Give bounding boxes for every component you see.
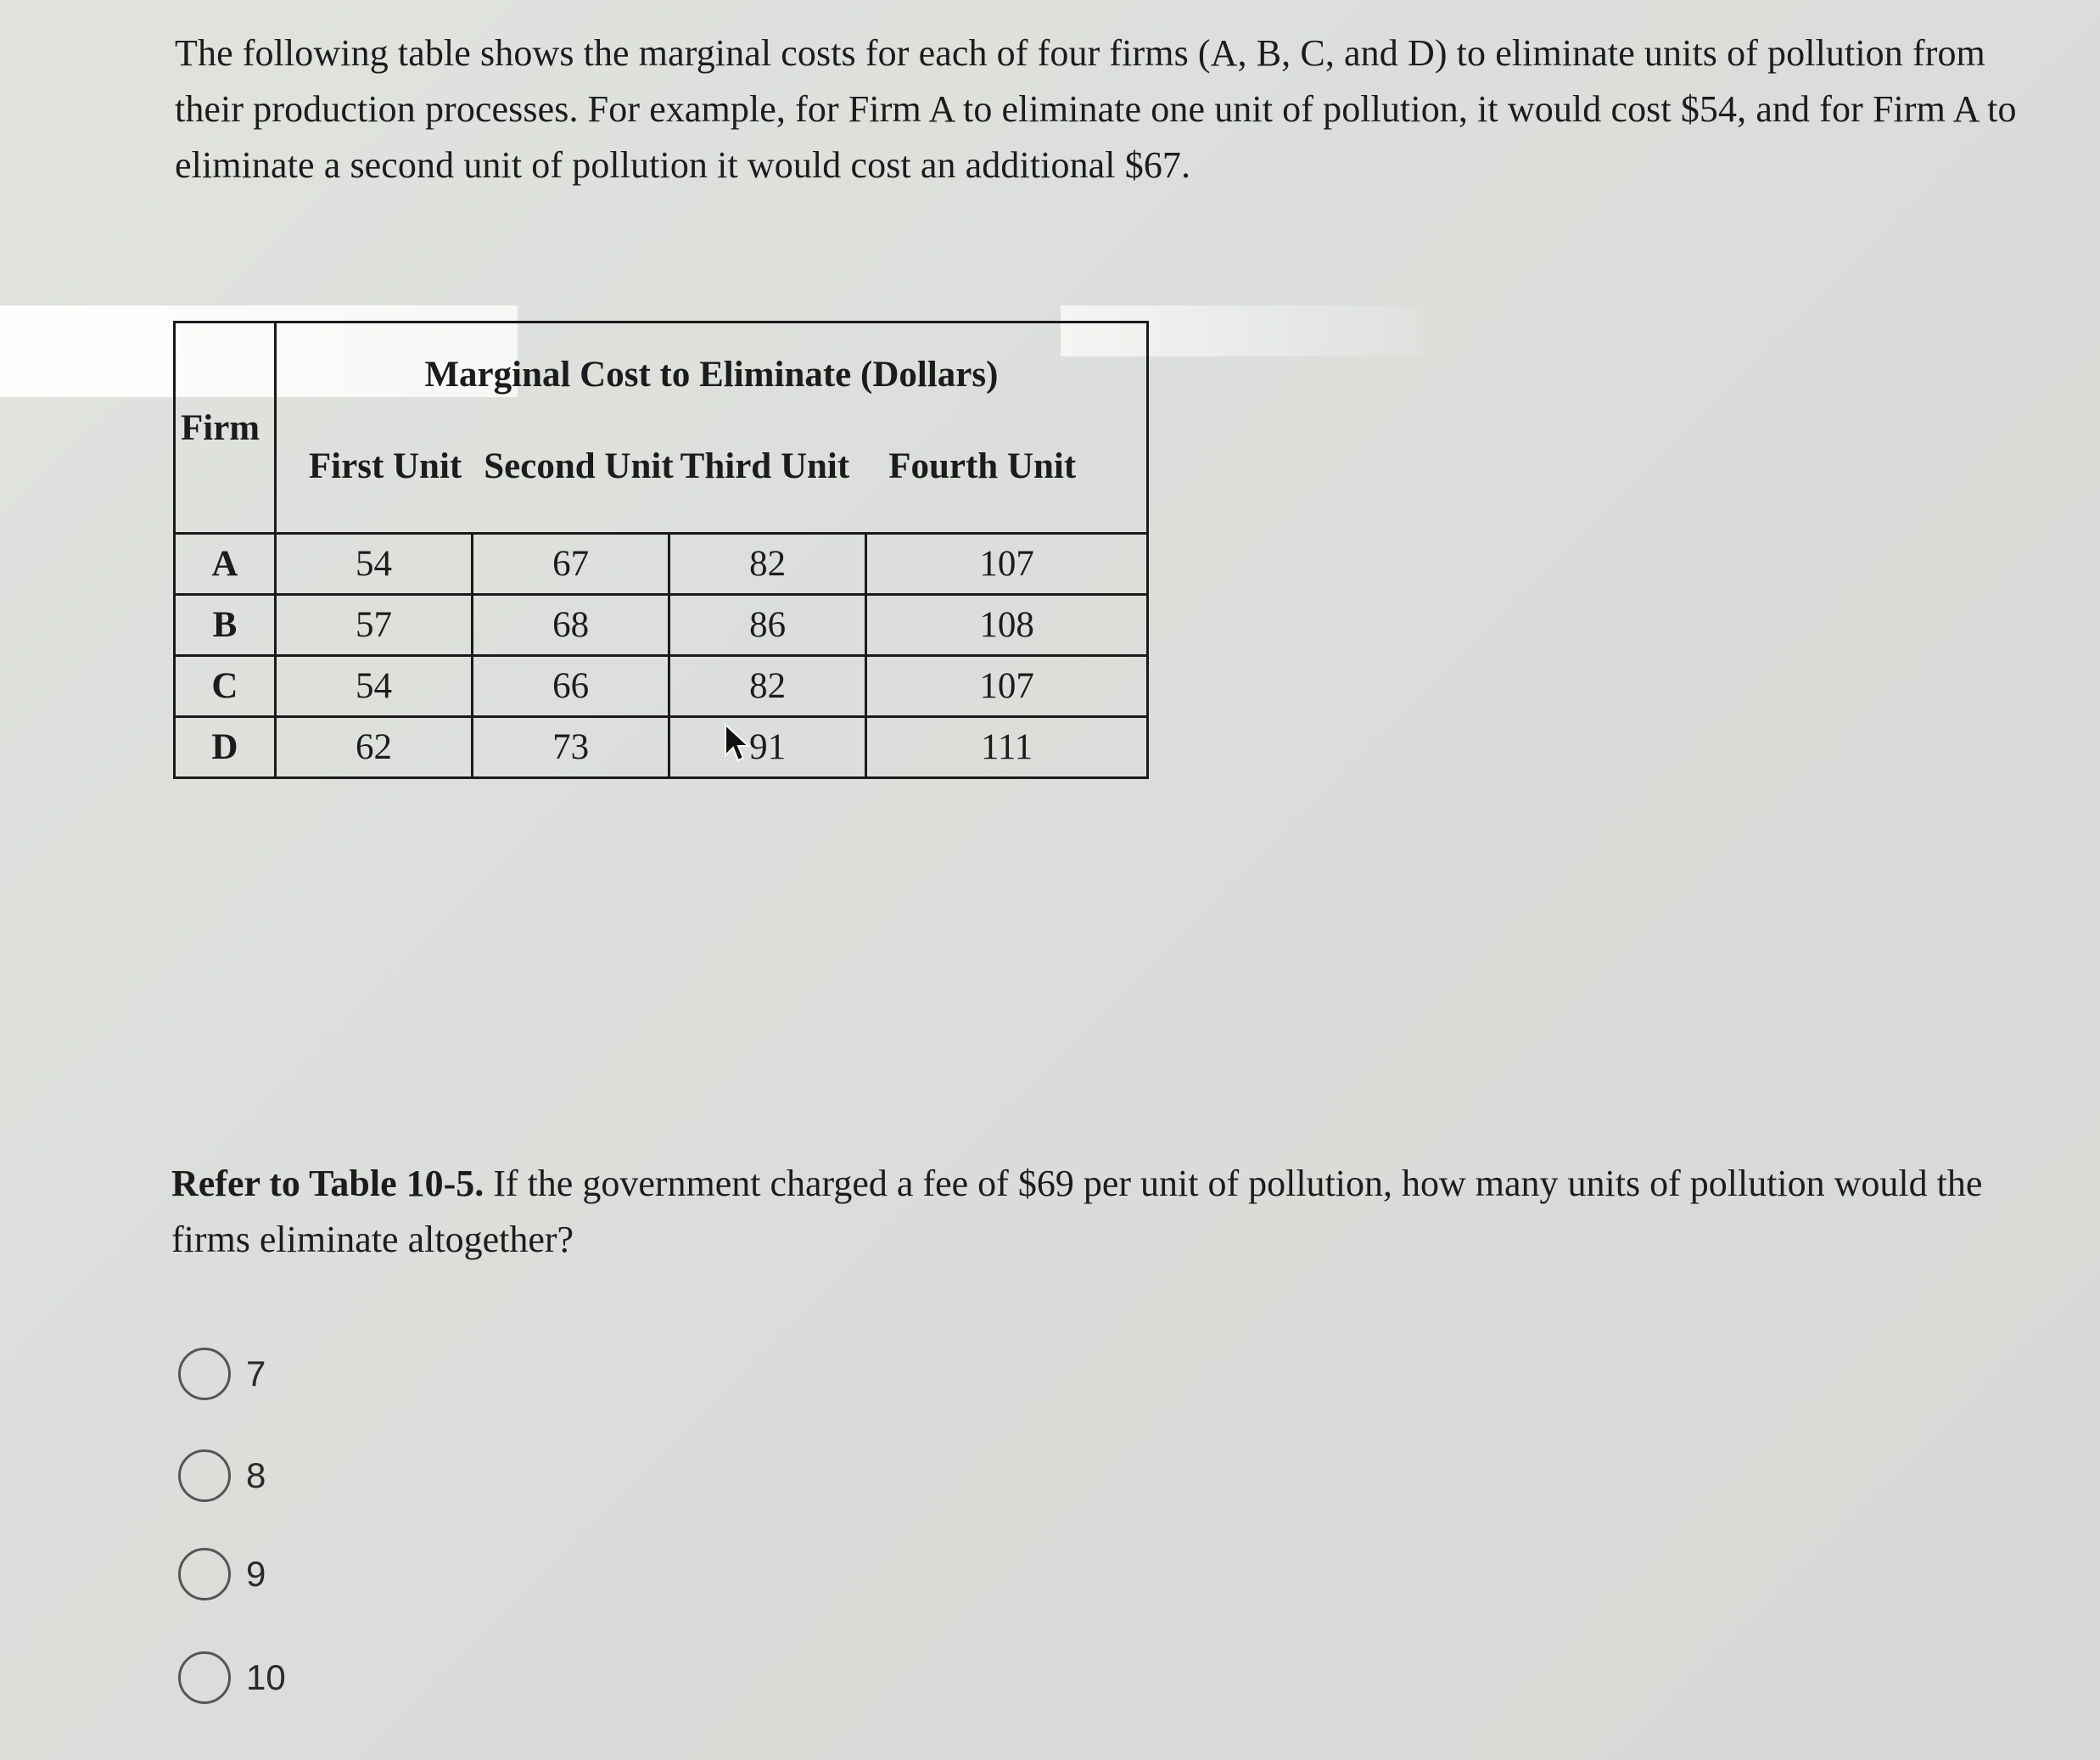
option-label: 7 <box>246 1354 266 1393</box>
cost-cell: 54 <box>275 656 472 717</box>
cost-cell: 82 <box>669 656 866 717</box>
option-label: 8 <box>246 1455 266 1495</box>
column-header-fourth-unit: Fourth Unit <box>888 446 1077 486</box>
column-header-second-unit: Second Unit <box>484 446 674 486</box>
question-body: If the government charged a fee of $69 per unit of pollution, how many units of pollution would the firms eliminate altogether? <box>171 1163 1983 1260</box>
firm-label: A <box>175 534 276 595</box>
table-row <box>175 534 1148 595</box>
answer-option[interactable] <box>178 1548 266 1600</box>
table-row <box>175 656 1148 717</box>
cost-cell: 66 <box>473 656 669 717</box>
firm-label: D <box>175 717 276 778</box>
table-reference: Refer to Table 10-5. <box>171 1163 484 1204</box>
unit-headers <box>277 446 1146 487</box>
cost-cell: 67 <box>473 534 669 595</box>
radio-button[interactable] <box>178 1449 231 1502</box>
cost-cell: 86 <box>669 595 866 656</box>
marginal-cost-table <box>173 321 1149 779</box>
firm-label: B <box>175 595 276 656</box>
option-label: 10 <box>246 1657 286 1697</box>
cost-cell: 91 <box>669 717 866 778</box>
table-title: Marginal Cost to Eliminate (Dollars) <box>424 355 999 395</box>
table-row <box>175 717 1148 778</box>
cost-cell: 107 <box>866 656 1148 717</box>
mouse-pointer-icon <box>724 723 751 764</box>
cost-cell: 111 <box>866 717 1148 778</box>
option-label: 9 <box>246 1554 266 1594</box>
cost-cell: 107 <box>866 534 1148 595</box>
cost-cell: 68 <box>473 595 669 656</box>
answer-option[interactable] <box>178 1348 266 1400</box>
radio-button[interactable] <box>178 1651 231 1704</box>
cost-cell: 82 <box>669 534 866 595</box>
cost-cell: 62 <box>275 717 472 778</box>
cost-header <box>275 322 1147 534</box>
intro-text: The following table shows the marginal costs for each of four firms (A, B, C, and D) to eliminate units of pollution from their production processes. For example, for Firm A to eliminate one unit of pollution, it would cost $54, and for Firm A to eliminate a second unit of pollution it would cost an additional $67. <box>175 32 2017 186</box>
question-text <box>171 1156 2038 1268</box>
answer-option[interactable] <box>178 1651 286 1704</box>
firm-label: C <box>175 656 276 717</box>
firm-column-header: Firm <box>175 322 276 534</box>
table-row <box>175 595 1148 656</box>
cost-cell: 108 <box>866 595 1148 656</box>
answer-option[interactable] <box>178 1449 266 1502</box>
column-header-first-unit: First Unit <box>308 446 462 486</box>
column-header-third-unit: Third Unit <box>680 446 850 486</box>
table-header-row <box>175 322 1148 534</box>
radio-button[interactable] <box>178 1548 231 1600</box>
cost-cell: 57 <box>275 595 472 656</box>
cost-cell: 73 <box>473 717 669 778</box>
radio-button[interactable] <box>178 1348 231 1400</box>
cost-cell: 54 <box>275 534 472 595</box>
